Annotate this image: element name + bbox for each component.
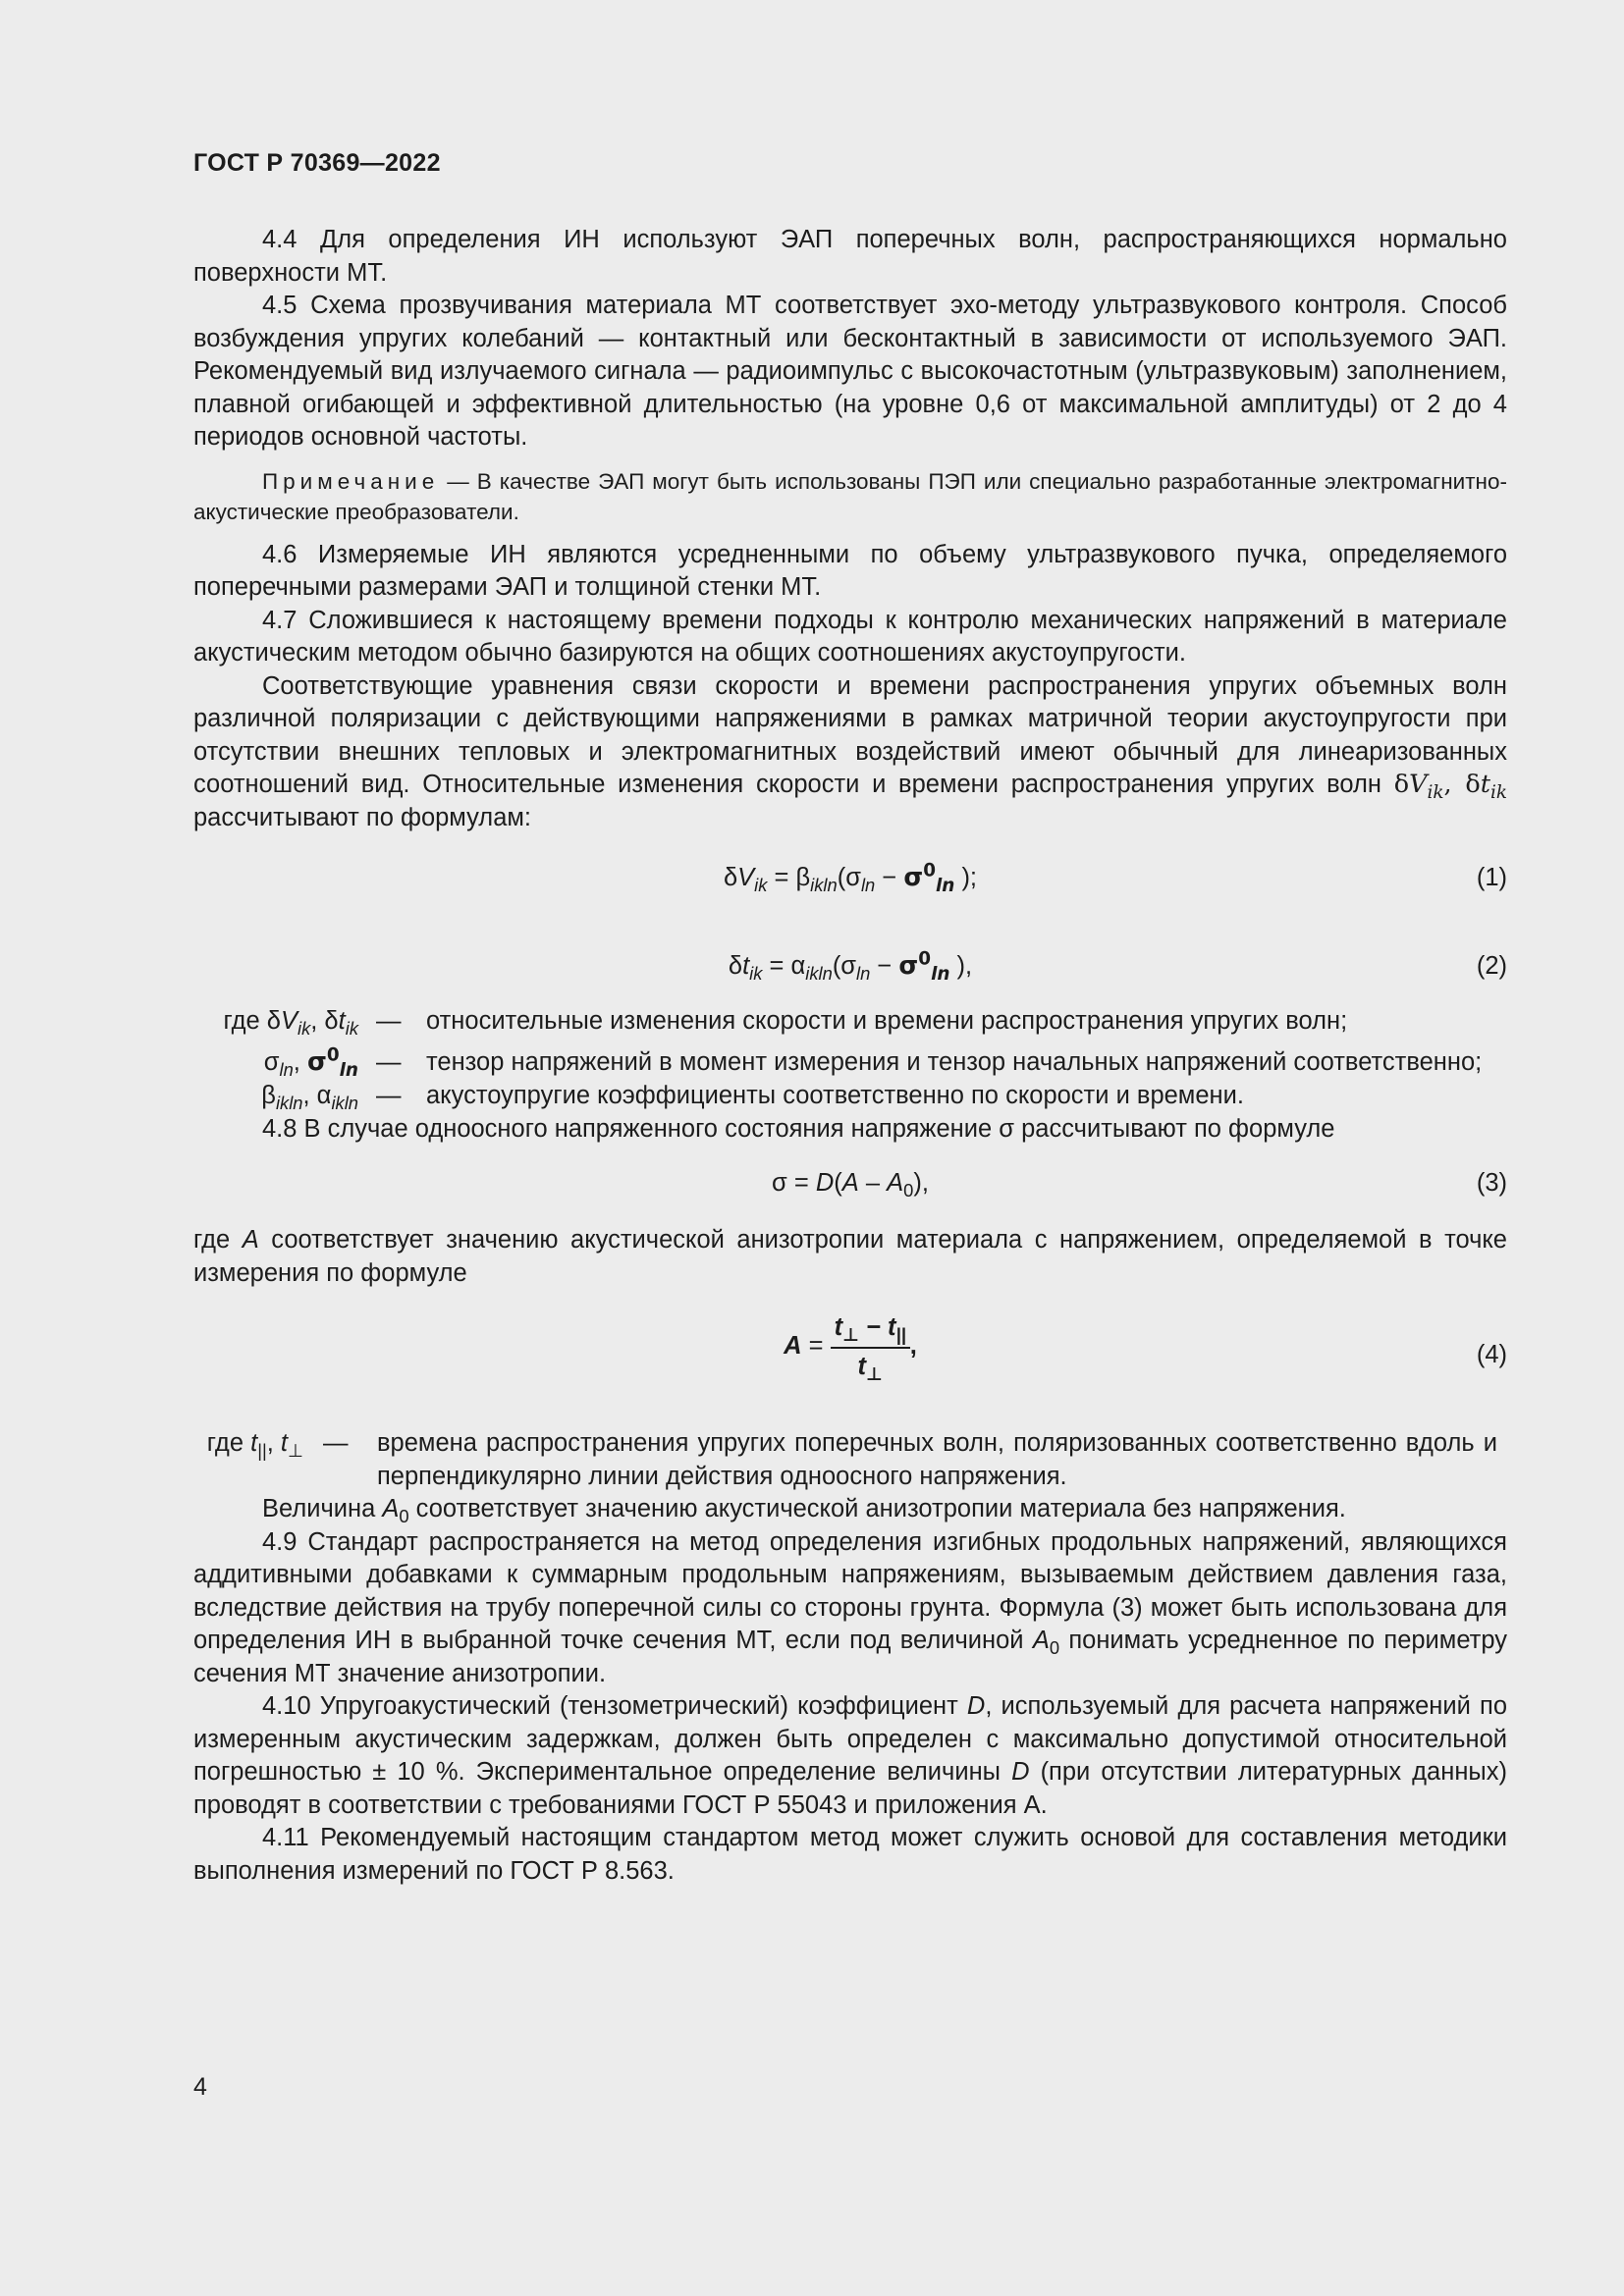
paragraph-4-5: 4.5 Схема прозвучивания материала МТ соответствует эхо-методу ультразвукового контроля. Способ возбуждения упругих колебаний — контактный или бесконтактный в зависимости от используемого ЭАП. Рекомендуемый вид излучаемого сигнала — радиоимпульс с высокочастотным (ультразвуковым) заполнением, плавной огибающей и эффективной длительностью (на уровне 0,6 от максимальной амплитуды) от 2 до 4 периодов основной частоты.	[193, 292, 1507, 451]
paragraph-A0: Величина $A_0$ соответствует значению акустической анизотропии материала без напряжения.	[262, 1495, 1346, 1527]
formula-2-expression: $\delta t_{ik} = \alpha_{ikln}(\sigma_{ln} - \sigma^0_{ln}$ ),	[728, 948, 973, 986]
where-item	[193, 1427, 1507, 1493]
paragraph-4-11: 4.11 Рекомендуемый настоящим стандартом метод может служить основой для составления методики выполнения измерений по ГОСТ Р 8.563.	[193, 1824, 1507, 1885]
formula-2	[193, 923, 1507, 1011]
where-symbol: $\beta_{ikln}$, $\alpha_{ikln}$	[261, 1081, 358, 1113]
where-item	[193, 1080, 1507, 1113]
formula-1	[193, 834, 1507, 923]
paragraph-4-6: 4.6 Измеряемые ИН являются усредненными по объему ультразвукового пучка, определяемого поперечными размерами ЭАП и толщиной стенки МТ.	[193, 540, 1507, 601]
where-item	[193, 1046, 1507, 1080]
where-description: тензор напряжений в момент измерения и тензор начальных напряжений соответственно;	[426, 1048, 1483, 1076]
where-item	[193, 1005, 1507, 1039]
where-symbol: где $t_{||}$, $t_\perp$	[206, 1429, 303, 1462]
where-dash: —	[376, 1007, 402, 1035]
equation-intro-end: рассчитывают по формулам:	[193, 803, 531, 831]
paragraph-4-10: 4.10 Упругоакустический (тензометрический) коэффициент D, используемый для расчета напряжений по измеренным акустическим задержкам, должен быть определен с максимально допустимой относительной погрешностью ± 10 %. Экспериментальное определение величины D (при отсутствии литературных данных) проводят в соответствии с требованиями ГОСТ Р 55043 и приложения А.	[193, 1692, 1508, 1819]
paragraph-4-7: 4.7 Сложившиеся к настоящему времени подходы к контролю механических напряжений в материале акустическим методом обычно базируются на общих соотношениях акустоупругости.	[193, 606, 1507, 667]
page-number: 4	[193, 2073, 207, 2101]
document-header: ГОСТ Р 70369—2022	[193, 149, 441, 177]
note	[193, 466, 1507, 527]
formula-3-expression: $\sigma = D(A - A_0)$,	[772, 1169, 929, 1201]
paragraph-4-8: 4.8 В случае одноосного напряженного состояния напряжение σ рассчитывают по формуле	[262, 1114, 1335, 1143]
where-list-2	[193, 1427, 1507, 1493]
document-body	[193, 224, 1507, 1888]
equation-intro-text: Соответствующие уравнения связи скорости и времени распространения упругих объемных волн различной поляризации с действующими напряжениями в рамках матричной теории акустоупругости при отсутствии внешних тепловых и электромагнитных воздействий имеют обычный для линеаризованных соотношений вид. Относительные изменения скорости и времени распространения упругих волн	[193, 671, 1507, 798]
where-description: времена распространения упругих поперечных волн, поляризованных соответственно вдоль и перпендикулярно линии действия одноосного напряжения.	[377, 1429, 1497, 1490]
where-dash: —	[323, 1429, 349, 1457]
formula-1-expression: $\delta V_{ik} = \beta_{ikln}(\sigma_{ln} - \sigma^0_{ln}$ );	[723, 860, 978, 897]
paragraph-4-4: 4.4 Для определения ИН используют ЭАП поперечных волн, распространяющихся нормально поверхности МТ.	[193, 226, 1507, 287]
formula-4-number: (4)	[1476, 1341, 1507, 1368]
where-symbol: где $\delta V_{ik}$, $\delta t_{ik}$	[223, 1007, 358, 1040]
formula-3	[193, 1146, 1507, 1224]
formula-2-number: (2)	[1476, 952, 1507, 980]
formula-4-expression: A = $\frac{t_\perp - t_{||}}{t_\perp}$ ,	[784, 1313, 917, 1384]
paragraph-where-A: где A соответствует значению акустической анизотропии материала с напряжением, определяемой в точке измерения по формуле	[193, 1226, 1507, 1287]
where-description: акустоупругие коэффициенты соответственно по скорости и времени.	[426, 1081, 1244, 1109]
where-dash: —	[376, 1081, 402, 1109]
where-symbol: $\sigma_{ln}$, $\sigma^0_{ln}$	[263, 1044, 358, 1082]
paragraph-equation-intro	[193, 670, 1507, 835]
formula-4	[193, 1290, 1507, 1427]
where-description: относительные изменения скорости и времени распространения упругих волн;	[426, 1007, 1348, 1035]
paragraph-4-9: 4.9 Стандарт распространяется на метод определения изгибных продольных напряжений, являющихся аддитивными добавками к суммарным продольным напряжениям, вызываемым действием давления газа, вследствие действия на трубу поперечной силы со стороны грунта. Формула (3) может быть использована для определения ИН в выбранной точке сечения МТ, если под величиной $A_0$ понимать усредненное по периметру сечения МТ значение анизотропии.	[193, 1527, 1507, 1687]
formula-1-number: (1)	[1476, 864, 1507, 891]
where-list-1	[193, 1005, 1507, 1113]
formula-3-number: (3)	[1476, 1169, 1507, 1197]
where-dash: —	[376, 1048, 402, 1076]
equation-intro-symbols: $\delta V_{ik}$, $\delta t_{ik}$	[1393, 770, 1507, 804]
note-label: Примечание	[262, 468, 440, 494]
note-text: — В качестве ЭАП могут быть использованы ПЭП или специально разработанные электромагнитно-акустические преобразователи.	[193, 468, 1507, 524]
anisotropy-fraction: $\frac{t_\perp - t_{||}}{t_\perp}$	[831, 1311, 910, 1383]
